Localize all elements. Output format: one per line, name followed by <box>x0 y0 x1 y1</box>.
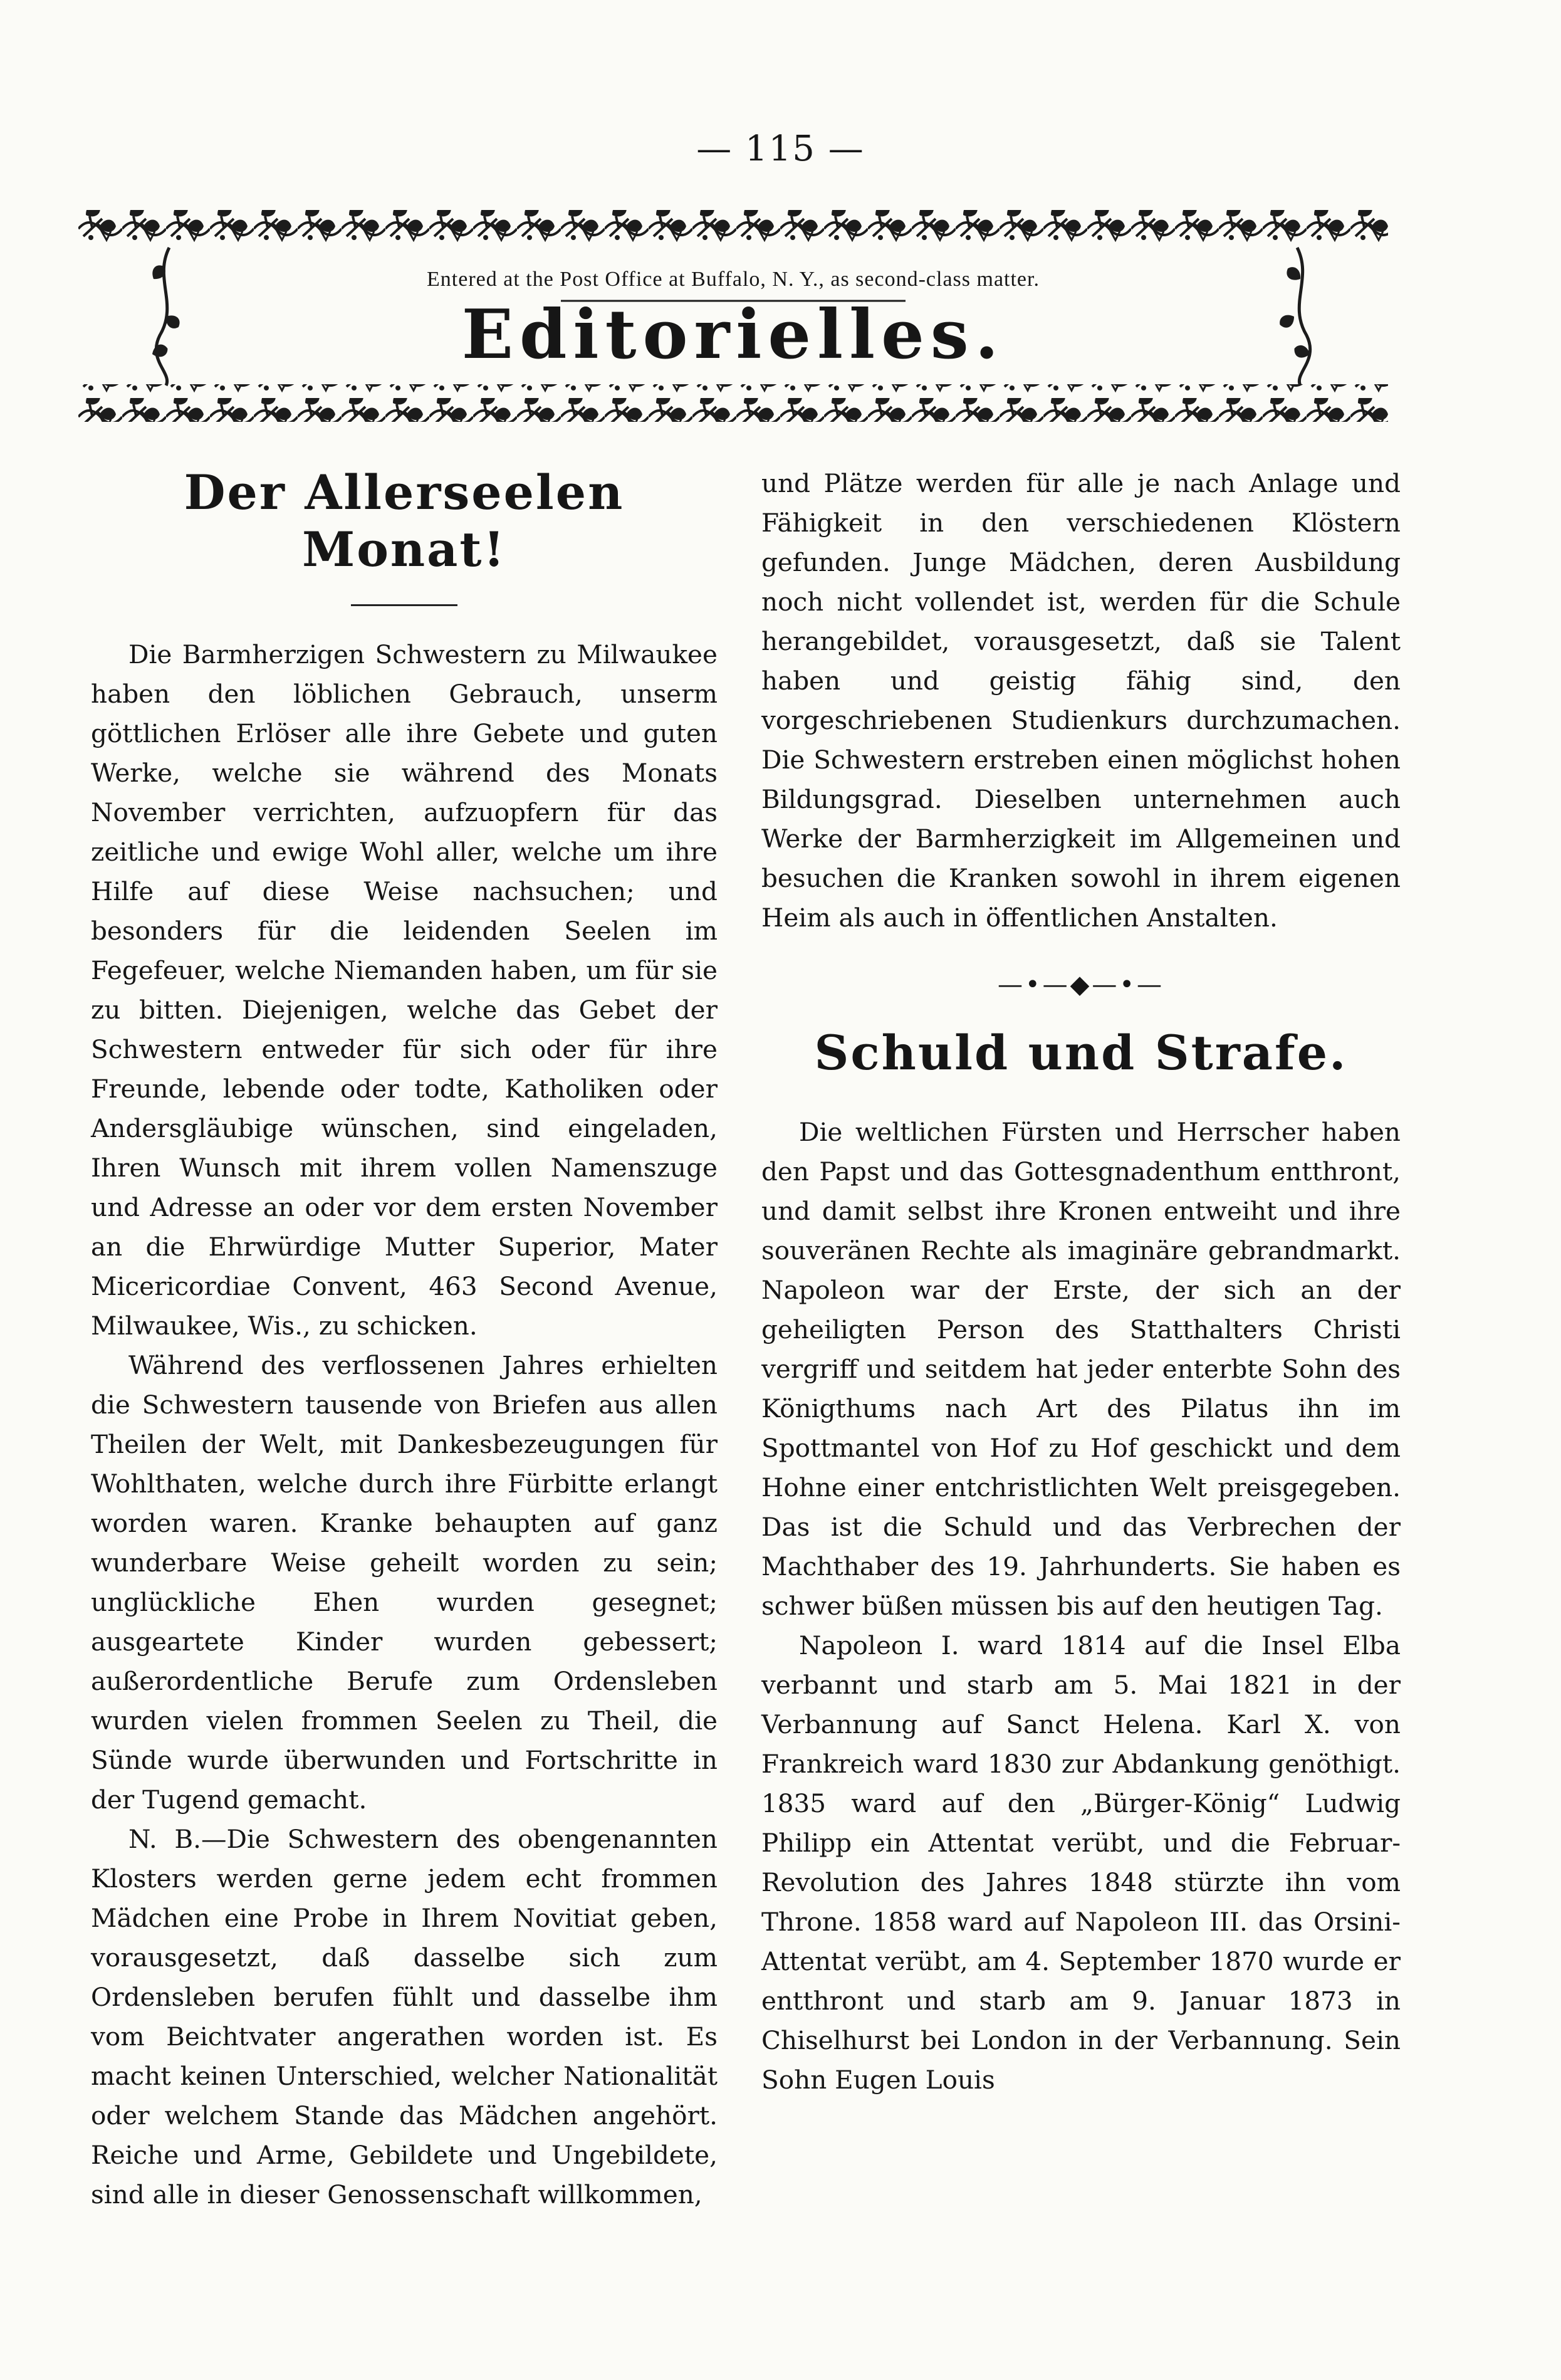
paragraph: N. B.—Die Schwestern des obengenannten Klosters werden gerne jedem echt frommen Mädchen eine Probe in Ihrem Novitiat geben, vorausgesetzt, daß dasselbe sich zum Ordensleben berufen fühlt und dasselbe ihm vom Beichtvater angerathen worden ist. Es macht keinen Unterschied, welcher Nationalität oder welchem Stande das Mädchen angehört. Reiche und Arme, Gebildete und Ungebildete, sind alle in dieser Genossenschaft willkommen, <box>91 1824 718 2210</box>
section-divider-ornament: —•—◆—•— <box>998 970 1164 999</box>
paragraph: Die weltlichen Fürsten und Herrscher haben den Papst und das Gottesgnadenthum entthront, und damit selbst ihre Kronen entweiht und ihre souveränen Rechte als imaginäre gebrandmarkt. Napoleon war der Erste, der sich an der geheiligten Person des Statthalters Christi vergriff und seitdem hat jeder enterbte Sohn des Königthums nach Art des Pilatus ihn im Spottmantel von Hof zu Hof geschickt und dem Hohne einer entchristlichten Welt preisgegeben. Das ist die Schuld und das Verbrechen der Machthaber des 19. Jahrhunderts. Sie haben es schwer büßen müssen bis auf den heutigen Tag. <box>761 1117 1401 1622</box>
article-title-allerseelen: Der Allerseelen Monat! <box>184 464 625 578</box>
article-title-schuld-und-strafe: Schuld und Strafe. <box>814 1025 1348 1081</box>
paragraph-continuation: und Plätze werden für alle je nach Anlage und Fähigkeit in den verschiedenen Klöstern gefunden. Junge Mädchen, deren Ausbildung noch nicht vollendet ist, werden für die Schule herangebildet, vorausgesetzt, daß sie Talent haben und geistig fähig sind, den vorgeschriebenen Studienkurs durchzumachen. Die Schwestern erstreben einen möglichst hohen Bildungsgrad. Dieselben unternehmen auch Werke der Barmherzigkeit im Allgemeinen und besuchen die Kranken sowohl in ihrem eigenen Heim als auch in öffentlichen Anstalten. <box>761 468 1401 933</box>
right-column <box>761 464 1401 2100</box>
left-column <box>91 464 718 2215</box>
post-office-note: Entered at the Post Office at Buffalo, N. Y., as second-class matter. <box>427 268 1040 291</box>
paragraph: Während des verflossenen Jahres erhielten die Schwestern tausende von Briefen aus allen Theilen der Welt, mit Dankesbezeugungen für Wohlthaten, welche durch ihre Fürbitte erlangt worden waren. Kranke behaupten auf ganz wunderbare Weise geheilt worden zu sein; unglückliche Ehen wurden gesegnet; ausgeartete Kinder wurden gebessert; außerordentliche Berufe zum Ordensleben wurden vielen frommen Seelen zu Theil, die Sünde wurde überwunden und Fortschritte in der Tugend gemacht. <box>91 1350 718 1815</box>
section-title: Editorielles. <box>461 295 1005 374</box>
paragraph: Napoleon I. ward 1814 auf die Insel Elba verbannt und starb am 5. Mai 1821 in der Verbannung auf Sanct Helena. Karl X. von Frankreich ward 1830 zur Abdankung genöthigt. 1835 ward auf den „Bürger-König“ Ludwig Philipp ein Attentat verübt, und die Februar-Revolution des Jahres 1848 stürzte ihn vom Throne. 1858 ward auf Napoleon III. das Orsini-Attentat verübt, am 4. September 1870 wurde er entthront und starb am 9. Januar 1873 in Chiselhurst bei London in der Verbannung. Sein Sohn Eugen Louis <box>761 1630 1401 2095</box>
editorial-banner <box>78 210 1388 423</box>
page-number: — 115 — <box>696 128 865 169</box>
title-rule <box>351 604 457 606</box>
paragraph: Die Barmherzigen Schwestern zu Milwaukee haben den löblichen Gebrauch, unserm göttlichen Erlöser alle ihre Gebete und guten Werke, welche sie während des Monats November verrichten, aufzuopfern für das zeitliche und ewige Wohl aller, welche um ihre Hilfe auf diese Weise nachsuchen; und besonders für die leidenden Seelen im Fegefeuer, welche Niemanden haben, um für sie zu bitten. Diejenigen, welche das Gebet der Schwestern entweder für sich oder für ihre Freunde, lebende oder todte, Katholiken oder Andersgläubige wünschen, sind eingeladen, Ihren Wunsch mit ihrem vollen Namenszuge und Adresse an oder vor dem ersten November an die Ehrwürdige Mutter Superior, Mater Micericordiae Convent, 463 Second Avenue, Milwaukee, Wis., zu schicken. <box>91 639 718 1341</box>
